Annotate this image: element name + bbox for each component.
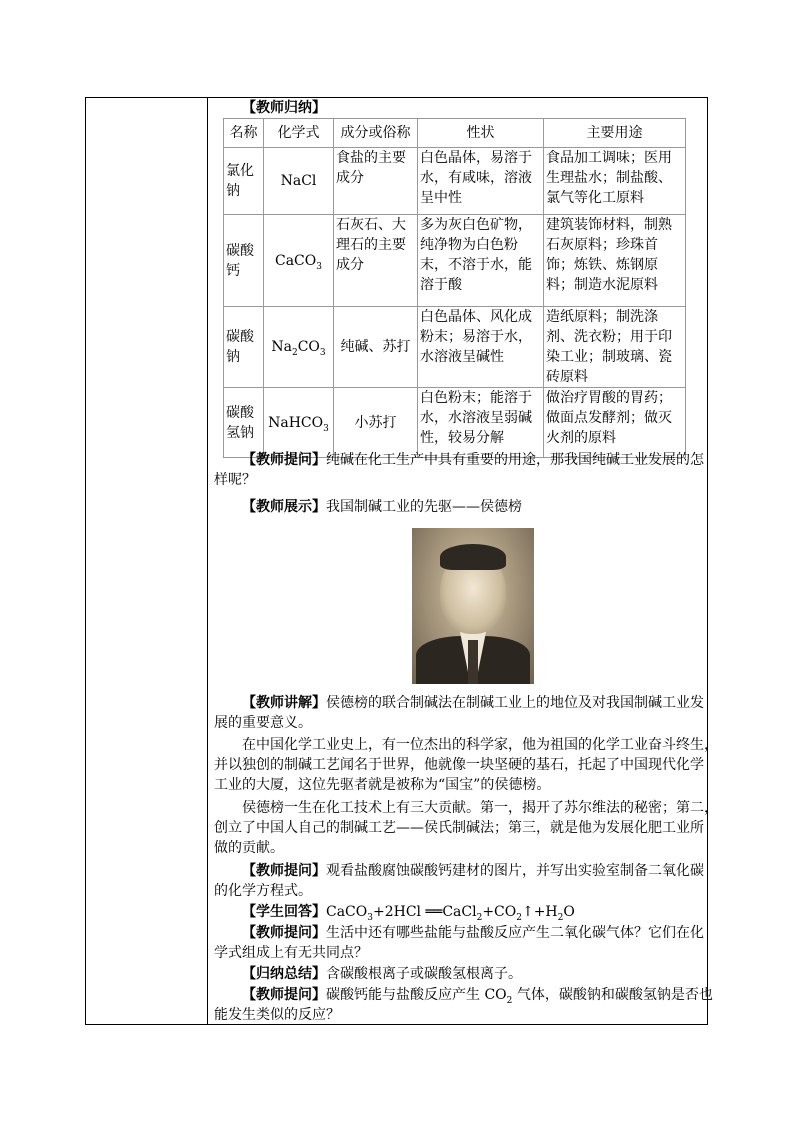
header-uses: 主要用途 [544,119,686,148]
summary-tag: 【归纳总结】 [242,966,326,982]
question-tag: 【教师提问】 [242,925,326,941]
header-name: 名称 [224,119,264,148]
cell-uses: 造纸原料；制洗涤剂、洗衣粉；用于印染工业；制玻璃、瓷砖原料 [544,307,686,388]
cell-name: 碳酸钙 [224,215,264,307]
show-text: 我国制碱工业的先驱——侯德榜 [326,499,522,515]
show-line [242,497,522,517]
cell-name: 碳酸钠 [224,307,264,388]
paragraph-2-line: 做的贡献。 [214,840,284,856]
cell-properties: 多为灰白色矿物，纯净物为白色粉末，不溶于水，能溶于酸 [418,215,544,307]
question-4 [242,985,713,1005]
header-formula: 化学式 [264,119,334,148]
question-4-cont: 能发生类似的反应？ [214,1007,340,1023]
question-tag: 【教师提问】 [242,452,326,468]
question-tag: 【教师提问】 [242,987,326,1003]
cell-formula: NaHCO$_3$ [264,388,334,458]
summary-line [242,964,522,984]
question-1-cont: 样呢？ [214,472,256,488]
question-text: 观看盐酸腐蚀碳酸钙建材的图片，并写出实验室制备二氧化碳 [326,863,704,879]
cell-name: 氯化钠 [224,148,264,215]
cell-properties: 白色粉末；能溶于水，水溶液呈弱碱性，较易分解 [418,388,544,458]
cell-formula: $Na_2CO_3$ [264,307,334,388]
question-text: 纯碱在化工生产中具有重要的用途，那我国纯碱工业发展的怎 [326,452,704,468]
cell-uses: 做治疗胃酸的胃药；做面点发酵剂；做灭火剂的原料 [544,388,686,458]
explain-tag: 【教师讲解】 [242,695,326,711]
summary-heading: 【教师归纳】 [242,100,326,116]
question-2-cont: 的化学方程式。 [214,883,312,899]
explain-cont: 展的重要意义。 [214,715,312,731]
question-3 [242,923,704,943]
show-tag: 【教师展示】 [242,499,326,515]
explain-line [242,693,704,713]
cell-name: 碳酸氢钠 [224,388,264,458]
cell-uses: 建筑装饰材料，制熟石灰原料；珍珠首饰；炼铁、炼钢原料；制造水泥原料 [544,215,686,307]
paragraph-2-line: 创立了中国人自己的制碱工艺——侯氏制碱法；第三，就是他为发展化肥工业所 [214,820,704,836]
answer-tag: 【学生回答】 [242,904,326,920]
lesson-table [85,97,718,1025]
cell-formula: CaCO$_3$ [264,215,334,307]
table-row [224,215,686,307]
question-text: 碳酸钙能与盐酸反应产生 $CO_2$ 气体，碳酸钠和碳酸氢钠是否也 [326,987,713,1006]
cell-composition: 食盐的主要成分 [334,148,418,215]
summary-text: 含碳酸根离子或碳酸氢根离子。 [326,966,522,982]
question-2 [242,861,704,881]
explain-text: 侯德榜的联合制碱法在制碱工业上的地位及对我国制碱工业发 [326,695,704,711]
hou-debang-portrait [412,528,534,684]
question-text: 生活中还有哪些盐能与盐酸反应产生二氧化碳气体？它们在化 [326,925,704,941]
question-tag: 【教师提问】 [242,863,326,879]
cell-composition: 小苏打 [334,388,418,458]
cell-composition: 纯碱、苏打 [334,307,418,388]
cell-uses: 食品加工调味；医用生理盐水；制盐酸、氯气等化工原料 [544,148,686,215]
question-1 [242,450,704,470]
question-3-cont: 学式组成上有无共同点？ [214,945,368,961]
paragraph-1-line: 并以独创的制碱工艺闻名于世界，他就像一块坚硬的基石，托起了中国现代化学 [214,757,704,773]
table-row [224,307,686,388]
header-composition: 成分或俗称 [334,119,418,148]
paragraph-2-line: 侯德榜一生在化工技术上有三大贡献。第一，揭开了苏尔维法的秘密；第二， [242,800,718,816]
paragraph-1-line: 在中国化学工业史上，有一位杰出的科学家，他为祖国的化学工业奋斗终生， [242,737,718,753]
table-row [224,148,686,215]
cell-formula: NaCl [264,148,334,215]
student-answer [242,902,575,922]
table-row [224,388,686,458]
answer-equation: CaCO$_3$+2HCl $══CaCl_2+CO_2↑+H_2O$ [326,904,575,923]
paragraph-1-line: 工业的大厦，这位先驱者就是被称为“国宝”的侯德榜。 [214,777,551,793]
salts-table [223,118,686,458]
cell-composition: 石灰石、大理石的主要成分 [334,215,418,307]
header-properties: 性状 [418,119,544,148]
column-divider [207,98,208,1024]
cell-properties: 白色晶体，易溶于水，有咸味，溶液呈中性 [418,148,544,215]
table-header-row [224,119,686,148]
cell-properties: 白色晶体、风化成粉末；易溶于水，水溶液呈碱性 [418,307,544,388]
